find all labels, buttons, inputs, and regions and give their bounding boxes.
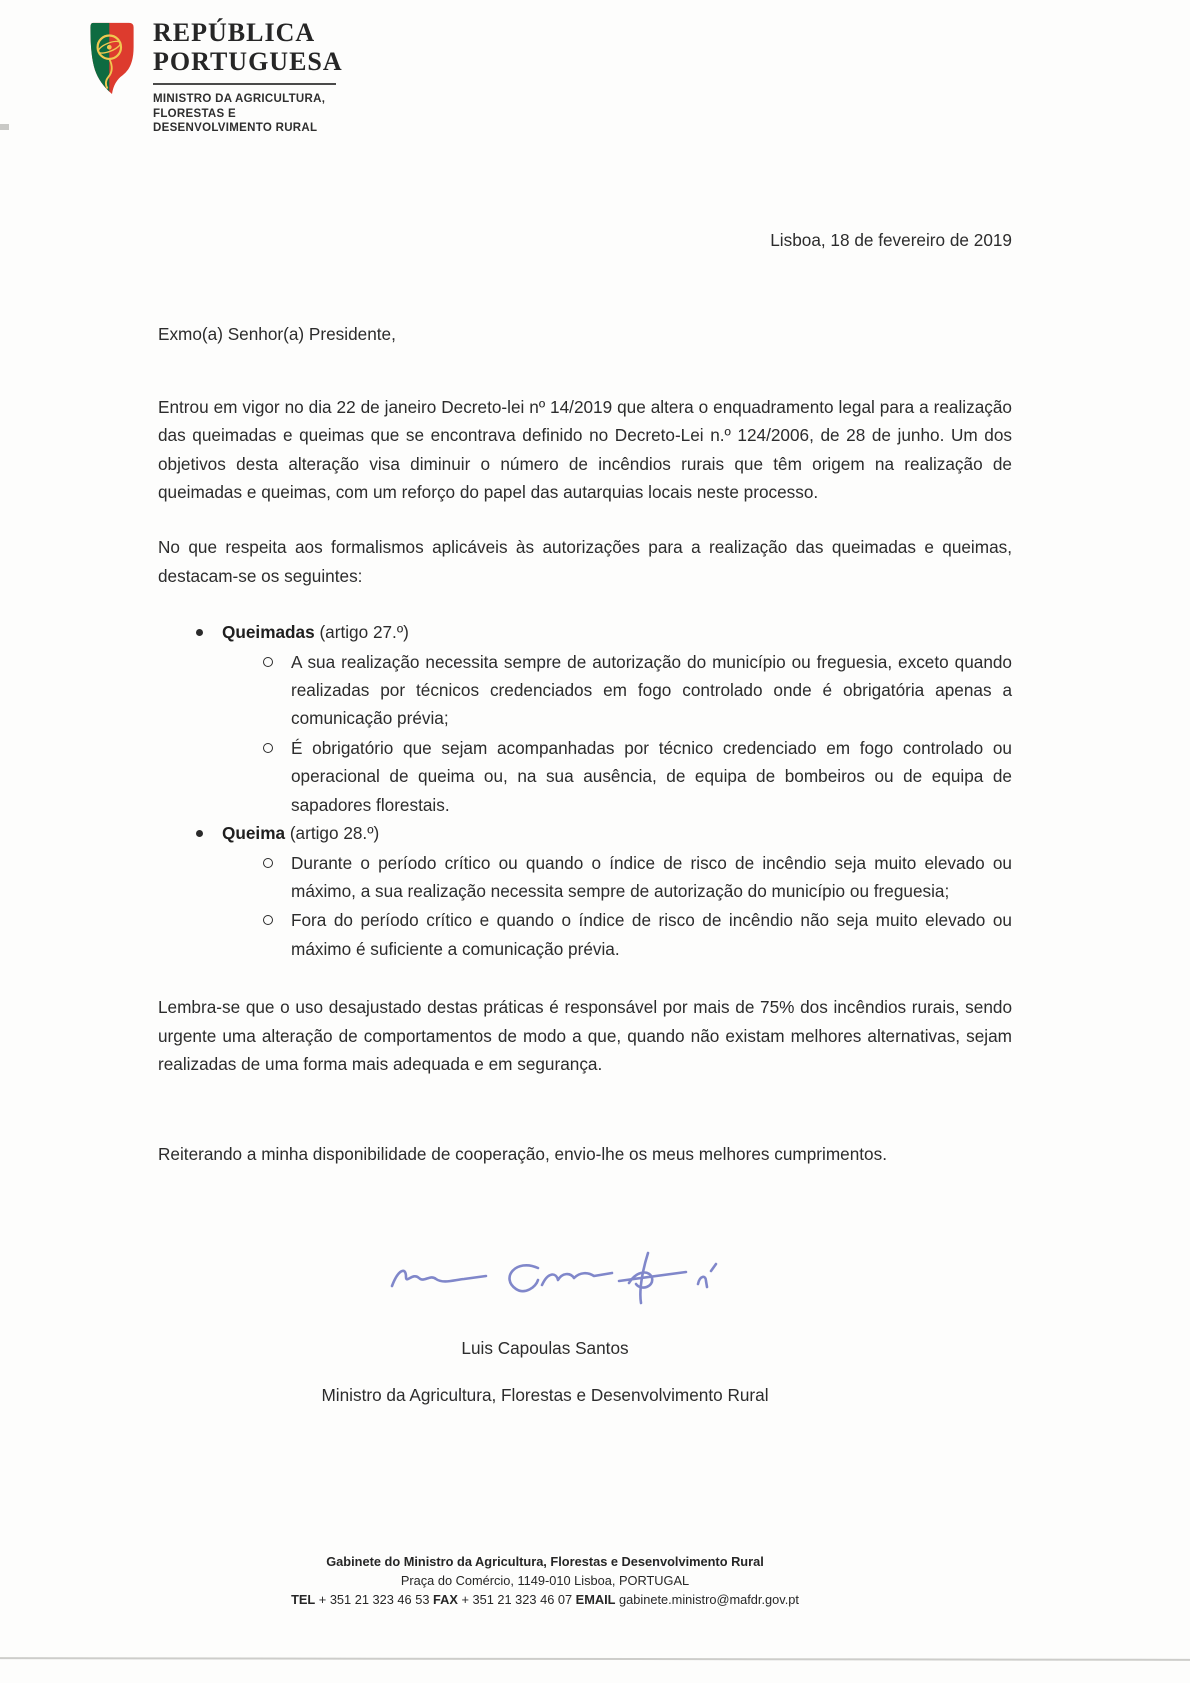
bullet-dot-icon xyxy=(196,618,222,646)
paragraph-intro: Entrou em vigor no dia 22 de janeiro Decreto-lei nº 14/2019 que altera o enquadramento legal para a realização das queimadas e queimas que se encontrava definido no Decreto-Lei n.º 124/2006, de 28 de junho. Um dos objetivos desta alteração visa diminuir o número de incêndios rurais que têm origem na realização de queimadas e queimas, com um reforço do papel das autarquias locais neste processo. xyxy=(158,396,1012,503)
fax-value: + 351 21 323 46 07 xyxy=(457,1592,576,1607)
date-line: Lisboa, 18 de fevereiro de 2019 xyxy=(770,230,1012,250)
wordmark-divider xyxy=(153,83,336,85)
footer-contact-block xyxy=(150,1552,940,1609)
bullet-circle-icon xyxy=(262,734,291,819)
list-subitem xyxy=(158,648,1012,733)
bullet-term: Queima xyxy=(222,823,286,844)
bullet-circle-icon xyxy=(262,849,291,906)
bullet-dot-icon xyxy=(196,819,222,847)
list-item xyxy=(158,618,1012,646)
scan-artifact xyxy=(0,124,9,130)
republic-wordmark xyxy=(153,18,343,136)
paragraph-formalisms: No que respeita aos formalismos aplicáveis às autorizações para a realização das queimadas e queimas, destacam-se os seguintes: xyxy=(158,537,1012,586)
tel-value: + 351 21 323 46 53 xyxy=(315,1592,433,1607)
list-subitem xyxy=(158,906,1012,963)
bullet-circle-icon xyxy=(262,906,291,963)
list-item xyxy=(158,819,1012,847)
subitem-text: É obrigatório que sejam acompanhadas por técnico credenciado em fogo controlado ou operacional de queima ou, na sua ausência, de equipa de bombeiros ou de equipa de sapadores florestais. xyxy=(291,737,1012,815)
tel-label: TEL xyxy=(291,1592,316,1607)
subitem-text: Durante o período crítico ou quando o índice de risco de incêndio seja muito elevado ou máximo, a sua realização necessita sempre de autorização do município ou freguesia; xyxy=(291,852,1012,901)
footer-office-line: Gabinete do Ministro da Agricultura, Florestas e Desenvolvimento Rural xyxy=(326,1554,764,1569)
bullet-term-suffix: (artigo 27.º) xyxy=(314,622,409,643)
bullet-term-suffix: (artigo 28.º) xyxy=(285,823,380,844)
wordmark-line2: PORTUGUESA xyxy=(153,47,343,76)
bullet-list xyxy=(158,618,1012,963)
ministry-line2: FLORESTAS E DESENVOLVIMENTO RURAL xyxy=(153,107,318,134)
signer-title: Ministro da Agricultura, Florestas e Desenvolvimento Rural xyxy=(321,1385,769,1405)
letter-body xyxy=(158,226,1012,1169)
signature-image xyxy=(386,1244,758,1316)
list-subitem xyxy=(158,734,1012,819)
email-label: EMAIL xyxy=(575,1592,616,1607)
subitem-text: Fora do período crítico e quando o índice de risco de incêndio não seja muito elevado ou máximo é suficiente a comunicação prévia. xyxy=(291,910,1012,959)
paragraph-reminder: Lembra-se que o uso desajustado destas práticas é responsável por mais de 75% dos incêndios rurais, sendo urgente uma alteração de comportamentos de modo a que, quando não existam melhores alternativas, sejam realizadas de uma forma mais adequada e em segurança. xyxy=(158,997,1012,1074)
portuguese-republic-flag-icon xyxy=(85,20,139,96)
salutation: Exmo(a) Senhor(a) Presidente, xyxy=(158,324,396,345)
closing-line: Reiterando a minha disponibilidade de cooperação, envio-lhe os meus melhores cumprimentos. xyxy=(158,1144,887,1165)
footer-contacts-line xyxy=(150,1590,940,1609)
fax-label: FAX xyxy=(433,1592,458,1607)
bullet-term: Queimadas xyxy=(222,622,315,643)
subitem-text: A sua realização necessita sempre de autorização do município ou freguesia, exceto quando realizadas por técnicos credenciados em fogo controlado onde é obrigatória apenas a comunicação prévia; xyxy=(291,651,1012,729)
signer-name: Luis Capoulas Santos xyxy=(461,1338,629,1358)
bullet-circle-icon xyxy=(262,648,291,733)
ministry-line1: MINISTRO DA AGRICULTURA, xyxy=(153,93,326,105)
scan-edge-line xyxy=(0,1657,1190,1661)
wordmark-line1: REPÚBLICA xyxy=(153,18,316,47)
email-value: gabinete.ministro@mafdr.gov.pt xyxy=(615,1592,799,1607)
footer-address-line: Praça do Comércio, 1149-010 Lisboa, PORTUGAL xyxy=(400,1573,690,1588)
list-subitem xyxy=(158,849,1012,906)
